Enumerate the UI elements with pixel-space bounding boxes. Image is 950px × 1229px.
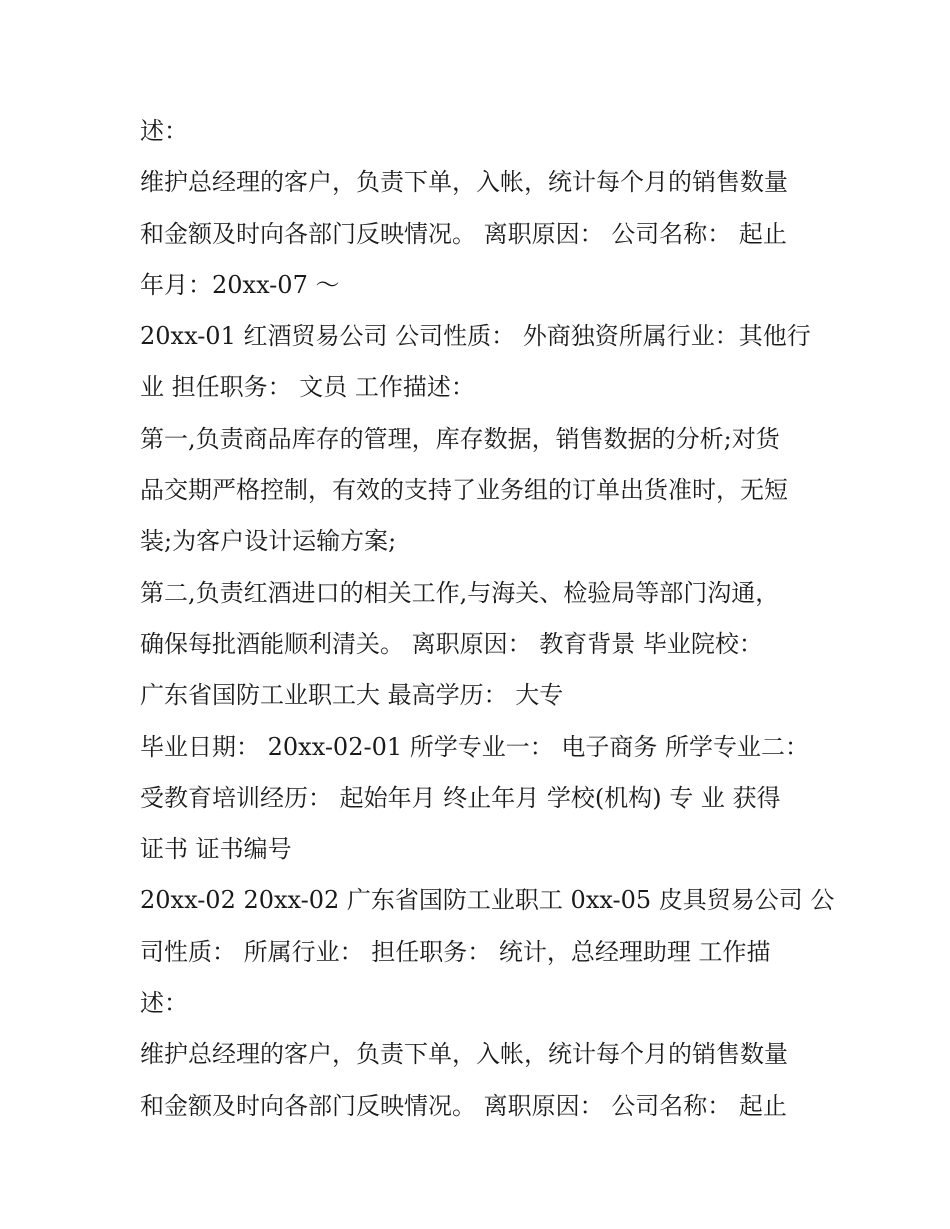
text-line: 品交期严格控制，有效的支持了业务组的订单出货准时，无短 xyxy=(140,476,788,505)
text-line: 受教育培训经历： 起始年月 终止年月 学校(机构) 专 业 获得 xyxy=(140,783,781,812)
text-line: 第二,负责红酒进口的相关工作,与海关、检验局等部门沟通， xyxy=(140,578,780,607)
text-line: 证书 证书编号 xyxy=(140,835,292,864)
document-body xyxy=(140,106,835,1132)
text-line: 维护总经理的客户，负责下单，入帐，统计每个月的销售数量 xyxy=(140,1040,788,1069)
text-line: 和金额及时向各部门反映情况。 离职原因： 公司名称： 起止 xyxy=(140,1091,787,1120)
text-line: 20xx-01 红酒贸易公司 公司性质： 外商独资所属行业：其他行 xyxy=(140,322,811,351)
text-line: 司性质： 所属行业： 担任职务： 统计，总经理助理 工作描 xyxy=(140,937,771,966)
text-line: 毕业日期： 20xx-02-01 所学专业一： 电子商务 所学专业二： xyxy=(140,732,809,761)
text-line: 述： xyxy=(140,117,188,145)
text-line: 维护总经理的客户，负责下单，入帐，统计每个月的销售数量 xyxy=(140,168,788,197)
text-line: 和金额及时向各部门反映情况。 离职原因： 公司名称： 起止 xyxy=(140,219,787,248)
text-line: 第一,负责商品库存的管理，库存数据，销售数据的分析;对货 xyxy=(140,424,780,453)
text-line: 20xx-02 20xx-02 广东省国防工业职工 0xx-05 皮具贸易公司 公 xyxy=(140,886,835,915)
text-line: 业 担任职务： 文员 工作描述： xyxy=(140,373,475,402)
text-line: 述： xyxy=(140,989,188,1018)
text-line: 确保每批酒能顺利清关。 离职原因： 教育背景 毕业院校： xyxy=(140,629,763,658)
text-line: 装;为客户设计运输方案; xyxy=(140,527,397,556)
text-line: 广东省国防工业职工大 最高学历： 大专 xyxy=(140,681,564,710)
text-line: 年月：20xx-07 ～ xyxy=(140,270,340,299)
